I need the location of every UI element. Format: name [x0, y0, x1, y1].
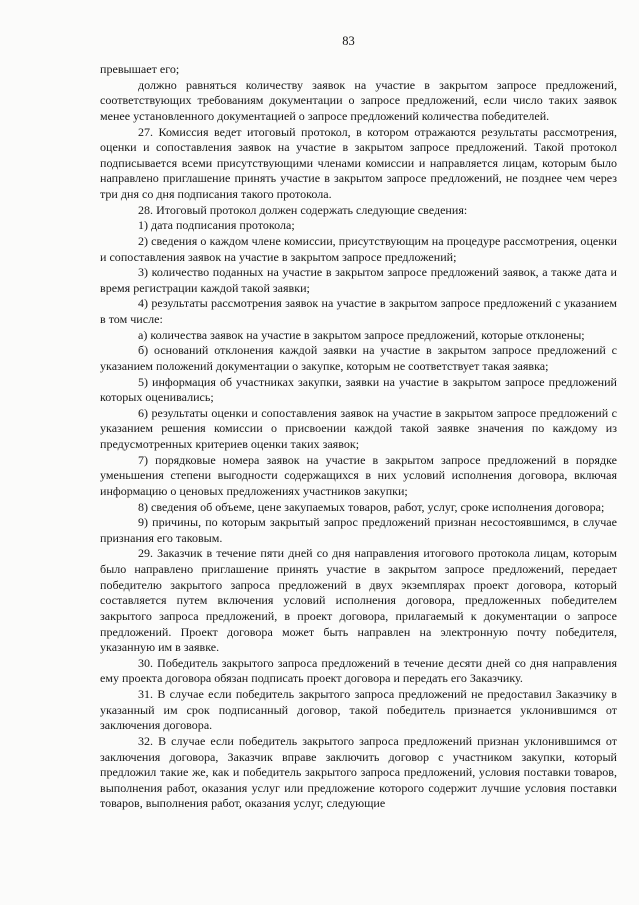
- paragraph: а) количества заявок на участие в закрытом запросе предложений, которые отклонены;: [138, 327, 585, 342]
- paragraph: 31. В случае если победитель закрытого запроса предложений не предоставил Заказчику в указанный им срок подписанный договор, такой победитель признается уклонившимся от заключения договора.: [100, 687, 617, 733]
- paragraph: б) оснований отклонения каждой заявки на участие в закрытом запросе предложений с указанием положений документации о закупке, которым не соответствует такая заявка;: [100, 343, 617, 373]
- paragraph: должно равняться количеству заявок на участие в закрытом запросе предложений, соответствующих требованиям документации о запросе предложений, если число таких заявок менее установленного документацией о запросе предложений количества победителей.: [100, 77, 617, 123]
- page-number: 83: [342, 34, 355, 48]
- paragraph: 7) порядковые номера заявок на участие в закрытом запросе предложений в порядке уменьшения степени выгодности содержащихся в них условий исполнения договора, включая информацию о ценовых предложениях участников закупки;: [100, 452, 617, 498]
- paragraph: 4) результаты рассмотрения заявок на участие в закрытом запросе предложений с указанием в том числе:: [100, 296, 617, 326]
- paragraph: 32. В случае если победитель закрытого запроса предложений признан уклонившимся от заключения договора, Заказчик вправе заключить договор с участником закупки, который предложил такие же, как и победитель закрытого запроса предложений, условия поставки товаров, выполнения работ, оказания услуг или предложение которого содержит лучшие условия поставки товаров, выполнения работ, оказания услуг, следующие: [100, 733, 617, 811]
- paragraph: 27. Комиссия ведет итоговый протокол, в котором отражаются результаты рассмотрения, оценки и сопоставления заявок на участие в закрытом запросе предложений. Такой протокол подписывается всеми присутствующими членами комиссии и направляется лицам, которым было направлено приглашение принять участие в закрытом запросе предложений, не позднее чем через три дня со дня подписания такого протокола.: [100, 124, 617, 201]
- paragraph: 9) причины, по которым закрытый запрос предложений признан несостоявшимся, в случае признания его таковым.: [100, 515, 617, 545]
- paragraph: 8) сведения об объеме, цене закупаемых товаров, работ, услуг, сроке исполнения договора;: [138, 499, 605, 514]
- paragraph: превышает его;: [100, 62, 180, 76]
- paragraph: 28. Итоговый протокол должен содержать следующие сведения:: [138, 202, 468, 217]
- paragraph: 2) сведения о каждом члене комиссии, присутствующим на процедуре рассмотрения, оценки и сопоставления заявок на участие в закрытом запросе предложений;: [100, 233, 617, 264]
- document-body: [100, 62, 617, 812]
- paragraph: 3) количество поданных на участие в закрытом запросе предложений заявок, а также дата и время регистрации каждой такой заявки;: [100, 265, 617, 295]
- paragraph: 6) результаты оценки и сопоставления заявок на участие в закрытом запросе предложений с указанием решения комиссии о присвоении каждой такой заявке значения по каждому из предусмотренных критериев оценки таких заявок;: [100, 405, 617, 451]
- paragraph: 5) информация об участниках закупки, заявки на участие в закрытом запросе предложений которых оценивались;: [100, 374, 617, 405]
- paragraph: 30. Победитель закрытого запроса предложений в течение десяти дней со дня направления ему проекта договора обязан подписать проект договора и передать его Заказчику.: [100, 655, 617, 686]
- paragraph: 29. Заказчик в течение пяти дней со дня направления итогового протокола лицам, которым было направлено приглашение принять участие в закрытом запросе предложений, передает победителю закрытого запроса предложений в двух экземплярах проект договора, который составляется путем включения условий исполнения договора, предложенных победителем закрытого запроса предложений, в проект договора, прилагаемый к документации о запросе предложений. Проект договора может быть направлен на электронную почту победителя, указанную им в заявке.: [100, 546, 617, 655]
- paragraph: 1) дата подписания протокола;: [138, 218, 295, 233]
